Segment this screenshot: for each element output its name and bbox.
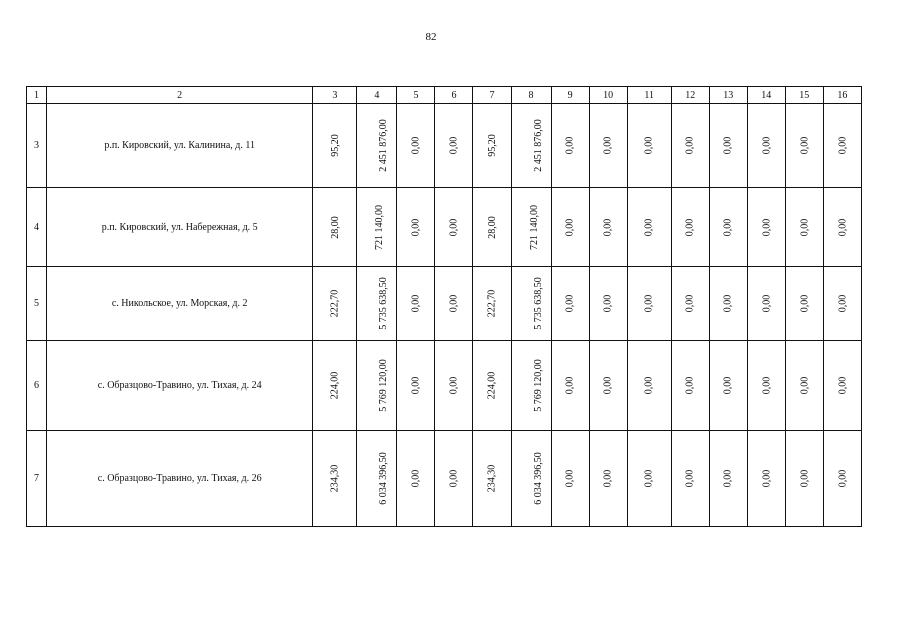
value-text: 0,00 xyxy=(722,469,734,488)
value-cell xyxy=(709,188,747,267)
page-number: 82 xyxy=(425,31,437,43)
value-cell xyxy=(357,431,397,527)
row-number-cell: 6 xyxy=(27,341,47,431)
value-cell xyxy=(357,104,397,188)
value-cell xyxy=(435,341,473,431)
value-text: 0,00 xyxy=(684,136,696,155)
value-text: 0,00 xyxy=(760,136,772,155)
value-text: 0,00 xyxy=(410,294,422,313)
value-cell xyxy=(473,267,511,341)
value-text: 0,00 xyxy=(798,218,810,236)
value-cell xyxy=(397,188,435,267)
value-cell xyxy=(823,267,861,341)
value-text: 0,00 xyxy=(602,218,614,236)
column-number-cell: 6 xyxy=(435,87,473,104)
value-text: 0,00 xyxy=(410,218,422,236)
value-text: 0,00 xyxy=(836,376,848,395)
value-cell xyxy=(473,341,511,431)
value-text: 5 735 638,50 xyxy=(378,277,390,330)
value-cell xyxy=(551,267,589,341)
value-text: 0,00 xyxy=(684,376,696,395)
column-number-cell: 11 xyxy=(627,87,671,104)
value-cell xyxy=(747,341,785,431)
value-text: 0,00 xyxy=(602,376,614,395)
column-number-cell: 16 xyxy=(823,87,861,104)
value-text: 0,00 xyxy=(448,469,460,488)
address-cell: с. Никольское, ул. Морская, д. 2 xyxy=(47,267,313,341)
column-number-cell: 7 xyxy=(473,87,511,104)
value-text: 0,00 xyxy=(722,294,734,313)
value-text: 0,00 xyxy=(722,218,734,236)
value-cell xyxy=(435,267,473,341)
row-number-cell: 5 xyxy=(27,267,47,341)
value-cell xyxy=(823,341,861,431)
value-text: 95,20 xyxy=(486,134,498,157)
value-cell xyxy=(511,431,551,527)
value-cell xyxy=(671,431,709,527)
value-cell xyxy=(589,104,627,188)
value-cell xyxy=(551,188,589,267)
value-text: 0,00 xyxy=(760,469,772,488)
value-text: 6 034 396,50 xyxy=(378,452,390,505)
value-text: 5 735 638,50 xyxy=(532,277,544,330)
column-number-cell: 8 xyxy=(511,87,551,104)
value-cell xyxy=(671,104,709,188)
value-cell xyxy=(747,188,785,267)
column-number-cell: 1 xyxy=(27,87,47,104)
table-row xyxy=(27,341,862,431)
value-text: 222,70 xyxy=(329,289,341,318)
value-cell xyxy=(435,188,473,267)
table-row xyxy=(27,267,862,341)
value-cell xyxy=(357,267,397,341)
value-text: 0,00 xyxy=(684,294,696,313)
value-text: 0,00 xyxy=(643,218,655,236)
value-text: 0,00 xyxy=(410,376,422,395)
value-text: 0,00 xyxy=(722,136,734,155)
value-text: 0,00 xyxy=(684,469,696,488)
value-cell xyxy=(357,188,397,267)
value-text: 0,00 xyxy=(836,294,848,313)
value-text: 224,00 xyxy=(486,371,498,400)
table-body xyxy=(27,87,862,527)
value-cell xyxy=(823,104,861,188)
value-text: 0,00 xyxy=(760,218,772,236)
value-text: 224,00 xyxy=(329,371,341,400)
value-text: 0,00 xyxy=(643,469,655,488)
value-cell xyxy=(313,431,357,527)
value-text: 721 140,00 xyxy=(528,204,540,250)
value-text: 0,00 xyxy=(798,469,810,488)
value-text: 0,00 xyxy=(448,218,460,236)
value-text: 0,00 xyxy=(564,376,576,395)
column-number-row xyxy=(27,87,862,104)
address-cell: с. Образцово-Травино, ул. Тихая, д. 26 xyxy=(47,431,313,527)
column-number-cell: 15 xyxy=(785,87,823,104)
address-cell: р.п. Кировский, ул. Набережная, д. 5 xyxy=(47,188,313,267)
value-text: 5 769 120,00 xyxy=(378,359,390,412)
value-cell xyxy=(589,267,627,341)
value-cell xyxy=(785,341,823,431)
value-cell xyxy=(709,267,747,341)
value-cell xyxy=(473,188,511,267)
value-text: 0,00 xyxy=(564,469,576,488)
value-text: 28,00 xyxy=(329,215,341,239)
value-cell xyxy=(785,104,823,188)
value-text: 0,00 xyxy=(643,294,655,313)
value-text: 0,00 xyxy=(836,218,848,236)
value-text: 0,00 xyxy=(798,376,810,395)
value-text: 6 034 396,50 xyxy=(532,452,544,505)
value-cell xyxy=(511,267,551,341)
value-text: 0,00 xyxy=(798,294,810,313)
value-text: 2 451 876,00 xyxy=(532,119,544,172)
value-text: 28,00 xyxy=(486,215,498,239)
value-text: 0,00 xyxy=(448,294,460,313)
value-cell xyxy=(785,188,823,267)
row-number-cell: 7 xyxy=(27,431,47,527)
address-cell: с. Образцово-Травино, ул. Тихая, д. 24 xyxy=(47,341,313,431)
value-cell xyxy=(397,341,435,431)
value-cell xyxy=(473,431,511,527)
value-cell xyxy=(627,188,671,267)
value-cell xyxy=(627,341,671,431)
column-number-cell: 5 xyxy=(397,87,435,104)
value-text: 721 140,00 xyxy=(374,204,386,250)
value-cell xyxy=(511,341,551,431)
value-cell xyxy=(747,267,785,341)
value-cell xyxy=(709,431,747,527)
value-cell xyxy=(435,431,473,527)
value-cell xyxy=(473,104,511,188)
value-cell xyxy=(627,104,671,188)
value-cell xyxy=(589,341,627,431)
value-cell xyxy=(511,104,551,188)
value-text: 0,00 xyxy=(760,294,772,313)
value-cell xyxy=(313,267,357,341)
value-cell xyxy=(357,341,397,431)
value-text: 95,20 xyxy=(329,134,341,157)
value-cell xyxy=(671,341,709,431)
value-text: 0,00 xyxy=(564,136,576,155)
value-cell xyxy=(823,431,861,527)
value-cell xyxy=(785,267,823,341)
value-cell xyxy=(397,267,435,341)
value-text: 0,00 xyxy=(684,218,696,236)
value-cell xyxy=(589,431,627,527)
value-cell xyxy=(709,104,747,188)
value-cell xyxy=(435,104,473,188)
table-row xyxy=(27,431,862,527)
value-text: 0,00 xyxy=(722,376,734,395)
value-text: 0,00 xyxy=(564,218,576,236)
value-text: 0,00 xyxy=(643,376,655,395)
value-text: 0,00 xyxy=(410,469,422,488)
value-cell xyxy=(511,188,551,267)
value-text: 0,00 xyxy=(602,469,614,488)
table-row xyxy=(27,104,862,188)
value-cell xyxy=(671,267,709,341)
value-cell xyxy=(397,431,435,527)
value-cell xyxy=(627,431,671,527)
row-number-cell: 4 xyxy=(27,188,47,267)
value-cell xyxy=(747,431,785,527)
value-cell xyxy=(551,341,589,431)
table-row xyxy=(27,188,862,267)
value-cell xyxy=(397,104,435,188)
value-text: 2 451 876,00 xyxy=(378,119,390,172)
value-text: 0,00 xyxy=(760,376,772,395)
value-text: 5 769 120,00 xyxy=(532,359,544,412)
value-text: 0,00 xyxy=(602,136,614,155)
value-text: 0,00 xyxy=(643,136,655,155)
column-number-cell: 12 xyxy=(671,87,709,104)
value-text: 0,00 xyxy=(448,376,460,395)
column-number-cell: 14 xyxy=(747,87,785,104)
column-number-cell: 3 xyxy=(313,87,357,104)
column-number-cell: 4 xyxy=(357,87,397,104)
value-cell xyxy=(823,188,861,267)
value-text: 0,00 xyxy=(602,294,614,313)
value-cell xyxy=(313,104,357,188)
value-text: 234,30 xyxy=(486,464,498,493)
value-cell xyxy=(627,267,671,341)
value-text: 0,00 xyxy=(564,294,576,313)
value-text: 0,00 xyxy=(836,136,848,155)
column-number-cell: 13 xyxy=(709,87,747,104)
value-cell xyxy=(551,431,589,527)
value-cell xyxy=(313,188,357,267)
column-number-cell: 9 xyxy=(551,87,589,104)
value-cell xyxy=(551,104,589,188)
value-cell xyxy=(589,188,627,267)
value-text: 234,30 xyxy=(329,464,341,493)
value-cell xyxy=(709,341,747,431)
column-number-cell: 10 xyxy=(589,87,627,104)
value-text: 0,00 xyxy=(448,136,460,155)
value-cell xyxy=(313,341,357,431)
value-text: 0,00 xyxy=(798,136,810,155)
value-cell xyxy=(785,431,823,527)
data-table xyxy=(26,86,862,527)
address-cell: р.п. Кировский, ул. Калинина, д. 11 xyxy=(47,104,313,188)
value-text: 0,00 xyxy=(836,469,848,488)
value-text: 222,70 xyxy=(486,289,498,318)
row-number-cell: 3 xyxy=(27,104,47,188)
value-text: 0,00 xyxy=(410,136,422,155)
value-cell xyxy=(747,104,785,188)
value-cell xyxy=(671,188,709,267)
column-number-cell: 2 xyxy=(47,87,313,104)
